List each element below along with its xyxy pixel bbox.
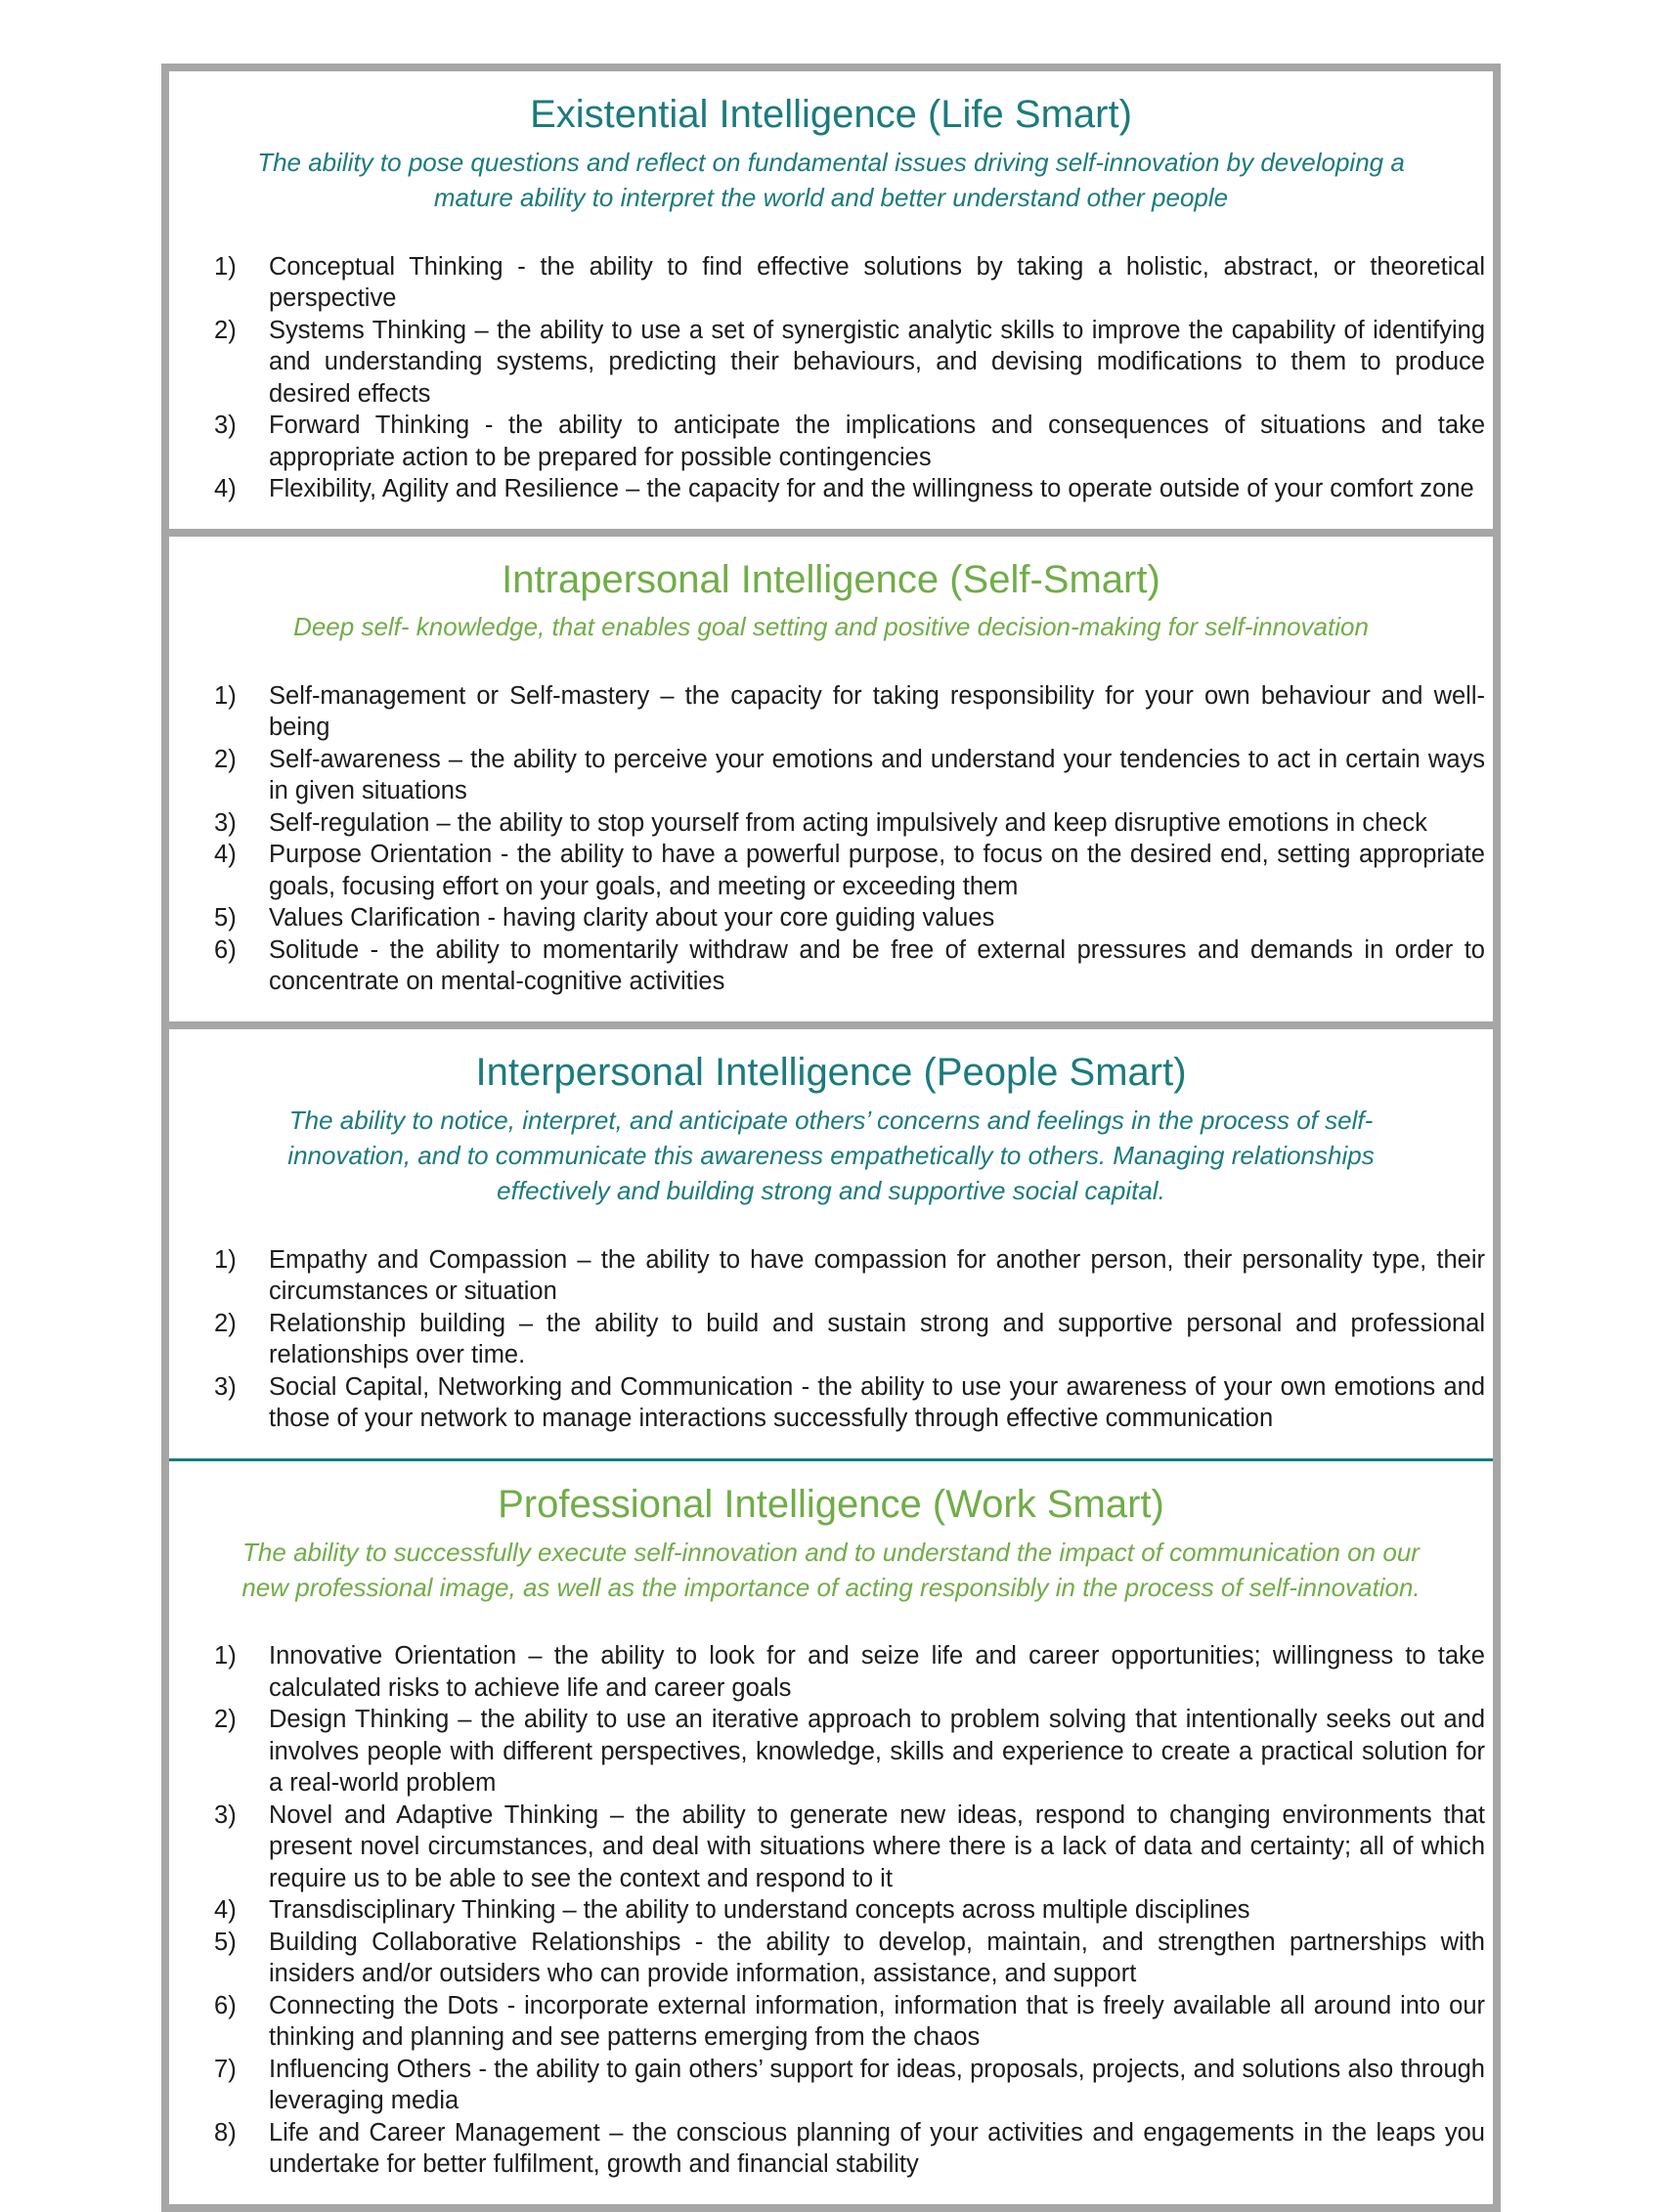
list-item — [214, 2117, 1485, 2181]
list-item-text: Self-awareness – the ability to perceive your emotions and understand your tendencies to act in certain ways in given situations — [269, 745, 1485, 805]
list-item — [214, 1308, 1485, 1371]
section-title: Interpersonal Intelligence (People Smart) — [475, 1050, 1187, 1094]
section-list — [169, 1244, 1493, 1435]
section-interpersonal — [169, 1021, 1493, 1458]
list-item-text: Novel and Adaptive Thinking – the ability to generate new ideas, respond to changing environments that present novel circumstances, and deal with situations where there is a lack of data and certainty; all of which require us to be able to see the context and respond to it — [269, 1800, 1485, 1892]
section-subtitle: The ability to notice, interpret, and anticipate others’ concerns and feelings in the process of self-innovation, and to communicate this awareness empathetically to others. Managing relationships effectively and building strong and supportive social capital. — [287, 1105, 1375, 1206]
section-list — [169, 251, 1493, 505]
section-list — [169, 680, 1493, 998]
document — [161, 64, 1501, 2212]
list-item-text: Building Collaborative Relationships - the ability to develop, maintain, and strengthen partnerships with insiders and/or outsiders who can provide information, assistance, and support — [269, 1928, 1485, 1988]
list-item-text: Forward Thinking - the ability to anticipate the implications and consequences of situations and take appropriate action to be prepared for possible contingencies — [269, 412, 1485, 471]
list-item — [214, 315, 1485, 411]
list-item-text: Conceptual Thinking - the ability to find effective solutions by taking a holistic, abstract, or theoretical perspective — [269, 252, 1485, 313]
list-item — [214, 902, 1485, 934]
list-item-text: Systems Thinking – the ability to use a set of synergistic analytic skills to improve the capability of identifying and understanding systems, predicting their behaviours, and devising modifications to them to produce desired effects — [269, 316, 1485, 408]
list-item — [214, 1704, 1485, 1800]
section-intrapersonal — [169, 529, 1493, 1021]
section-list — [169, 1640, 1493, 2181]
list-item-text: Connecting the Dots - incorporate external information, information that is freely available all around into our thinking and planning and see patterns emerging from the chaos — [269, 1991, 1485, 2052]
list-item — [214, 744, 1485, 807]
section-subtitle: Deep self- knowledge, that enables goal setting and positive decision-making for self-innovation — [293, 612, 1369, 642]
list-item — [214, 1800, 1485, 1895]
list-item — [214, 1990, 1485, 2054]
section-subtitle: The ability to pose questions and reflect on fundamental issues driving self-innovation by developing a mature ability to interpret the world and better understand other people — [257, 147, 1405, 213]
list-item-text: Design Thinking – the ability to use an iterative approach to problem solving that intentionally seeks out and involves people with different perspectives, knowledge, skills and experience to create a practical solution for a real-world problem — [269, 1706, 1485, 1798]
list-item-text: Self-management or Self-mastery – the capacity for taking responsibility for your own behaviour and well-being — [269, 681, 1485, 742]
list-item-text: Values Clarification - having clarity about your core guiding values — [269, 904, 995, 933]
list-item-text: Innovative Orientation – the ability to look for and seize life and career opportunities; willingness to take calculated risks to achieve life and career goals — [269, 1642, 1485, 1702]
list-item — [214, 934, 1485, 998]
list-item-text: Solitude - the ability to momentarily withdraw and be free of external pressures and demands in order to concentrate on mental-cognitive activities — [269, 935, 1485, 996]
list-item — [214, 1371, 1485, 1435]
list-item — [214, 473, 1485, 505]
list-item-text: Empathy and Compassion – the ability to have compassion for another person, their personality type, their circumstances or situation — [269, 1245, 1485, 1306]
section-title: Intrapersonal Intelligence (Self-Smart) — [502, 557, 1160, 601]
section-existential — [169, 71, 1493, 529]
list-item — [214, 1894, 1485, 1927]
list-item-text: Relationship building – the ability to build and sustain strong and supportive personal and professional relationships over time. — [269, 1309, 1485, 1369]
section-professional — [169, 1458, 1493, 2204]
list-item-text: Influencing Others - the ability to gain others’ support for ideas, proposals, projects, and solutions also through leveraging media — [269, 2055, 1485, 2115]
section-title: Professional Intelligence (Work Smart) — [498, 1482, 1164, 1526]
list-item-text: Purpose Orientation - the ability to have a powerful purpose, to focus on the desired end, setting appropriate goals, focusing effort on your goals, and meeting or exceeding them — [269, 841, 1485, 900]
list-item — [214, 410, 1485, 473]
list-item — [214, 807, 1485, 840]
list-item-text: Life and Career Management – the conscious planning of your activities and engagements in the leaps you undertake for better fulfilment, growth and financial stability — [269, 2118, 1485, 2179]
section-subtitle: The ability to successfully execute self-innovation and to understand the impact of communication on our new professional image, as well as the importance of acting responsibly in the process of self-innovation. — [241, 1537, 1421, 1602]
list-item — [214, 680, 1485, 744]
list-item — [214, 839, 1485, 902]
list-item — [214, 1244, 1485, 1308]
list-item-text: Self-regulation – the ability to stop yourself from acting impulsively and keep disruptive emotions in check — [269, 808, 1427, 837]
list-item — [214, 2054, 1485, 2117]
list-item-text: Social Capital, Networking and Communication - the ability to use your awareness of your own emotions and those of your network to manage interactions successfully through effective communication — [269, 1372, 1485, 1433]
list-item — [214, 251, 1485, 315]
list-item — [214, 1640, 1485, 1704]
list-item — [214, 1927, 1485, 1990]
section-title: Existential Intelligence (Life Smart) — [530, 93, 1132, 136]
list-item-text: Flexibility, Agility and Resilience – the capacity for and the willingness to operate outside of your comfort zone — [269, 475, 1474, 503]
list-item-text: Transdisciplinary Thinking – the ability to understand concepts across multiple disciplines — [269, 1896, 1250, 1925]
